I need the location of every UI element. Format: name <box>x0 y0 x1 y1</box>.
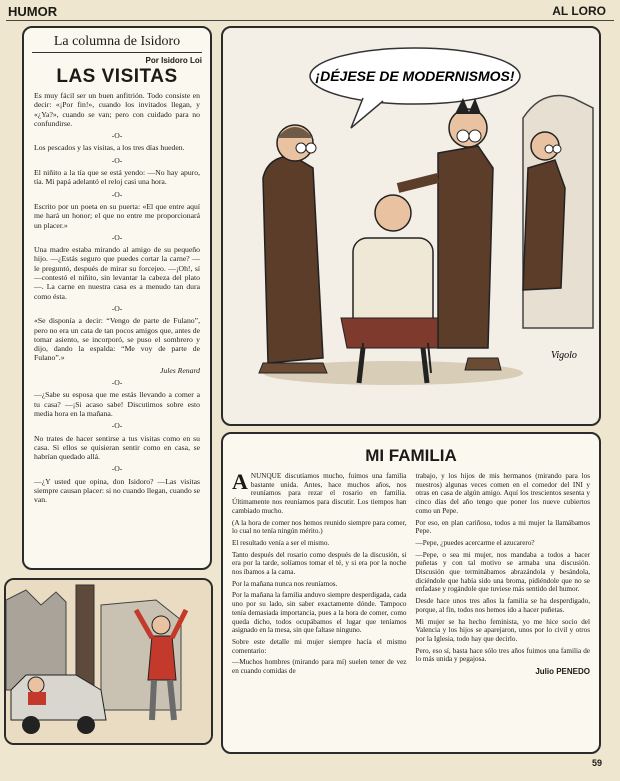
cartoon-illustration <box>223 28 599 424</box>
separator: -O- <box>111 378 123 388</box>
paragraph: Mi mujer se ha hecho feminista, yo me hice socio del Valencia y los hijos se aparejaron, unos por lo civil y otros por la Iglesia, todo hay que decirlo. <box>415 617 590 643</box>
paragraph: —¿Sabe su esposa que me estás llevando a comer a tu casa? —¡Si acaso sabe! Discutimos sobre esto media hora en la mañana. <box>34 390 200 418</box>
paragraph: El resultado venía a ser el mismo. <box>232 538 330 547</box>
separator: -O- <box>111 189 123 199</box>
paragraph: NUNQUE discutíamos mucho, fuimos una familia bastante unida. Antes, hace muchos años, nos reuníamos para rezar el rosario en familia. Últimamente nos reuníamos para discutir. Los tiempos han cambiado mucho. <box>232 472 407 515</box>
seated-man <box>341 195 453 383</box>
column-headline: LAS VISITAS <box>56 66 178 87</box>
paragraph: Tanto después del rosario como después de la discusión, si era por la tarde, solíamos tomar el té, y si era por la noche nos íbamos a la cama. <box>232 550 407 577</box>
street-illustration <box>6 580 211 743</box>
paragraph: —Muchos hombres (mirando para mí) suelen tener de vez en cuando comidas de <box>232 658 407 676</box>
separator: -O- <box>111 464 123 474</box>
mi-familia-article <box>221 432 601 754</box>
paragraph: Es muy fácil ser un buen anfitrión. Todo consiste en decir: «¡Por fin!», cuando los invitados llegan, y «¿Ya?», cuando se van; pero con cuidado para no confundirse. <box>34 91 200 128</box>
column-body <box>34 91 200 505</box>
paragraph: —Pepe, o sea mi mujer, nos mandaba a todos a hacer puñetas y con tal motivo se armaba una discusión. Discusión que terminábamos abrazándola y besándola, diciéndole que había sido una broma, pidiéndole que no se enfadase y rogándole que tuviese más sentido del humor. <box>415 550 590 594</box>
header-rule <box>6 20 614 21</box>
paragraph: Escrito por un poeta en su puerta: «El que entre aquí me hará un honor; el que no entre me proporcionará un placer.» <box>34 201 200 230</box>
monk-left <box>259 125 327 373</box>
paragraph: Los pescados y las visitas, a los tres días hueden. <box>34 143 185 153</box>
cartoon-monks-haircut <box>221 26 601 426</box>
section-header-left: HUMOR <box>8 4 58 19</box>
speech-text: ¡DÉJESE DE MODERNISMOS! <box>315 68 515 84</box>
paragraph: No trates de hacer sentirse a tus visitas como en su casa. Si ellos se quisieran sentir como en casa, se habrían quedado allá. <box>34 433 200 462</box>
paragraph: Pero, eso sí, basta hace sólo tres años fuimos una familia de lo más unida y pegajosa. <box>415 646 590 664</box>
cartoonist-signature: Vigolo <box>551 350 577 361</box>
drop-cap: A <box>232 469 248 494</box>
page-number: 59 <box>591 758 602 768</box>
paragraph: Jules Renard <box>159 365 200 375</box>
paragraph: —¿Y usted que opina, don Isidoro? —Las visitas siempre causan placer: si no cuando llegan, cuando se van. <box>34 476 200 505</box>
section-header-right: AL LORO <box>552 4 606 18</box>
article-title: MI FAMILIA <box>365 446 457 465</box>
article-columns <box>232 469 590 679</box>
article-author: Julio PENEDO <box>535 667 590 677</box>
separator: -O- <box>111 421 123 431</box>
separator: -O- <box>111 303 123 313</box>
column-title: La columna de Isidoro <box>32 34 202 53</box>
paragraph: «Se disponía a decir: “Vengo de parte de Fulano”, pero no era un cata de tan pocos amigos que, antes de tomar asiento, se incorporó, se puso el sombrero y dijo, dando la espalda: “Me voy de parte de Fulano”.» <box>34 316 200 363</box>
cartoon-street-scene <box>4 578 213 745</box>
paragraph: —Pepe, ¿puedes acercarme el azucarero? <box>415 538 535 547</box>
separator: -O- <box>111 232 123 242</box>
separator: -O- <box>111 131 123 141</box>
paragraph: Por eso, en plan cariñoso, todos a mi mujer la llamábamos Pepe. <box>415 518 590 536</box>
paragraph: Sobre este detalle mi mujer siempre hacía el mismo comentario: <box>232 637 407 655</box>
paragraph: (A la hora de comer nos hemos reunido siempre para comer, lo cual no tenía ningún mérito.) <box>232 518 407 536</box>
article-column-2 <box>416 472 591 679</box>
paragraph: El niñito a la tía que se está yendo: —No hay apuro, tía. Mi papá adelantó el reloj casi una hora. <box>34 168 200 187</box>
paragraph: Por la mañana la familia anduvo siempre desperdigada, cada uno por su lado, sin saber exactamente dónde. Tampoco tenía demasiada importancia, pues a la hora de comer, como queda dicho, todos ocupábamos el lugar que teníamos asignado en la mesa, sin que faltase ninguno. <box>232 591 407 635</box>
paragraph: Una madre estaba mirando al amigo de su pequeño hijo. —¿Estás seguro que puedes cortar la carne? —le preguntó, después de mirar su forcejeo. —¡Oh!, sí —contestó el niñito, sin levantar la cabeza del plato—. La carne en nuestra casa es a menudo tan dura como ésta. <box>34 245 200 301</box>
paragraph: Por la mañana nunca nos reuníamos. <box>232 579 338 588</box>
paragraph: Desde hace unos tres años la familia se ha desperdigado, porque, al fin, todos nos hemos ido a hacer puñetas. <box>415 597 590 614</box>
separator: -O- <box>111 155 123 165</box>
article-column-1 <box>232 469 407 679</box>
paragraph: trabajo, y los hijos de mis hermanos (mirando para los nuestros) algunas veces comen en el comedor del INI y otras en casa de algún amigo. Aquí los trescientos sesenta y cinco días del año tengo que poner los nueve cubiertos como un Pepe. <box>415 472 590 515</box>
isidoro-column <box>22 26 212 570</box>
column-byline: Por Isidoro Loi <box>145 56 202 65</box>
